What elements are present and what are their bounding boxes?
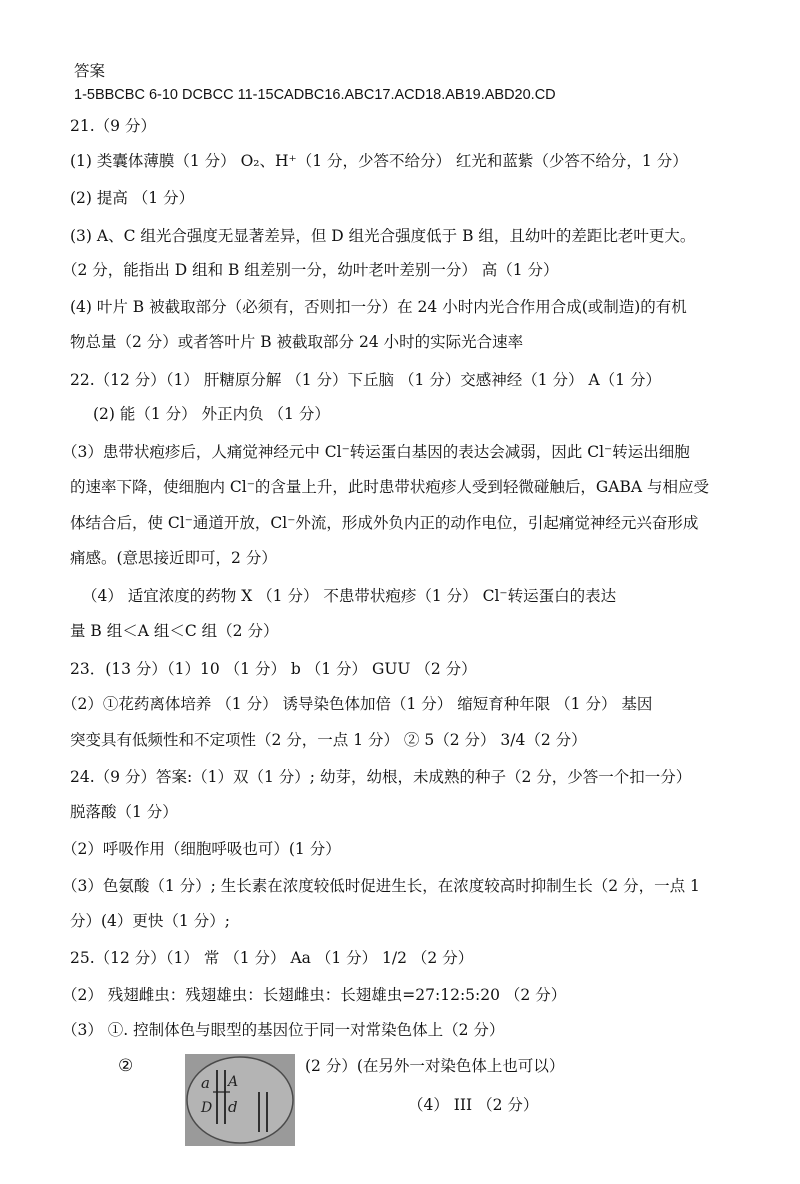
q22-part3c: 体结合后，使 Cl⁻通道开放，Cl⁻外流，形成外负内正的动作电位，引起痛觉神经元兴奋形成 (70, 514, 699, 532)
q22-part3d: 痛感。(意思接近即可，2 分） (70, 549, 277, 567)
q24-header: 24.（9 分）答案:（1）双（1 分）; 幼芽，幼根，未成熟的种子（2 分，少答一个扣一分） (70, 768, 692, 786)
q22-part4b: 量 B 组＜A 组＜C 组（2 分） (70, 622, 279, 640)
q23-header: 23．(13 分）（1）10 （1 分） b （1 分） GUU （2 分） (70, 660, 477, 678)
gene-label: a (201, 1074, 210, 1092)
q24-part1b: 脱落酸（1 分） (70, 803, 178, 821)
q22-header: 22.（12 分）（1） 肝糖原分解 （1 分）下丘脑 （1 分）交感神经（1 分） A（1 分） (70, 371, 661, 389)
q25-part3b-note: (2 分）(在另外一对染色体上也可以） (305, 1057, 565, 1075)
q24-part3b: 分）(4）更快（1 分）; (70, 912, 230, 930)
q23-part2a: （2）①花药离体培养 （1 分） 诱导染色体加倍（1 分） 缩短育种年限 （1 分） 基因 (62, 695, 653, 713)
q21-part4b: 物总量（2 分）或者答叶片 B 被截取部分 24 小时的实际光合速率 (70, 333, 524, 351)
gene-label: D (201, 1100, 213, 1116)
q25-header: 25.（12 分）（1） 常 （1 分） Aa （1 分） 1/2 （2 分） (70, 949, 474, 967)
q25-part3a: （3） ①. 控制体色与眼型的基因位于同一对常染色体上（2 分） (62, 1021, 505, 1039)
mc-answers: 1-5BBCBC 6-10 DCBCC 11-15CADBC16.ABC17.ACD18.AB19.ABD20.CD (74, 87, 556, 103)
q25-part2: （2） 残翅雌虫：残翅雄虫：长翅雌虫：长翅雄虫=27:12:5:20 （2 分） (62, 986, 567, 1004)
q22-part3a: （3）患带状疱疹后，人痛觉神经元中 Cl⁻转运蛋白基因的表达会减弱，因此 Cl⁻转运出细胞 (62, 443, 690, 461)
q21-part3b: （2 分，能指出 D 组和 B 组差别一分，幼叶老叶差别一分） 高（1 分） (62, 261, 559, 279)
chromosome-figure (185, 1054, 295, 1146)
q21-part3a: (3) A、C 组光合强度无显著差异，但 D 组光合强度低于 B 组，且幼叶的差距比老叶更大。 (70, 227, 696, 245)
q22-part2: (2) 能（1 分） 外正内负 （1 分） (93, 405, 330, 423)
q24-part2: （2）呼吸作用（细胞呼吸也可）(1 分） (62, 840, 341, 858)
q21-part4a: (4) 叶片 B 被截取部分（必须有，否则扣一分）在 24 小时内光合作用合成(或制造)的有机 (70, 298, 687, 316)
chromosome-drawing (185, 1054, 295, 1146)
q21-part1: (1) 类囊体薄膜（1 分） O₂、H⁺（1 分，少答不给分） 红光和蓝紫（少答不给分，1 分） (70, 152, 688, 170)
q22-part4a: （4） 适宜浓度的药物 X （1 分） 不患带状疱疹（1 分） Cl⁻转运蛋白的表达 (82, 587, 617, 605)
q21-header: 21.（9 分） (70, 117, 156, 135)
q22-part3b: 的速率下降，使细胞内 Cl⁻的含量上升，此时患带状疱疹人受到轻微碰触后，GABA 与相应受 (70, 478, 710, 496)
q25-part4: （4） III （2 分） (408, 1096, 539, 1114)
gene-label: A (228, 1074, 239, 1090)
q24-part3a: （3）色氨酸（1 分）; 生长素在浓度较低时促进生长，在浓度较高时抑制生长（2 分，一点 1 (62, 877, 700, 895)
doc-title: 答案 (74, 62, 106, 80)
q25-part3b-number: ② (118, 1056, 134, 1076)
q23-part2b: 突变具有低频性和不定项性（2 分，一点 1 分） ② 5（2 分） 3/4（2 分） (70, 731, 587, 749)
gene-label: d (228, 1098, 238, 1116)
q21-part2: (2) 提高 （1 分） (70, 189, 195, 207)
